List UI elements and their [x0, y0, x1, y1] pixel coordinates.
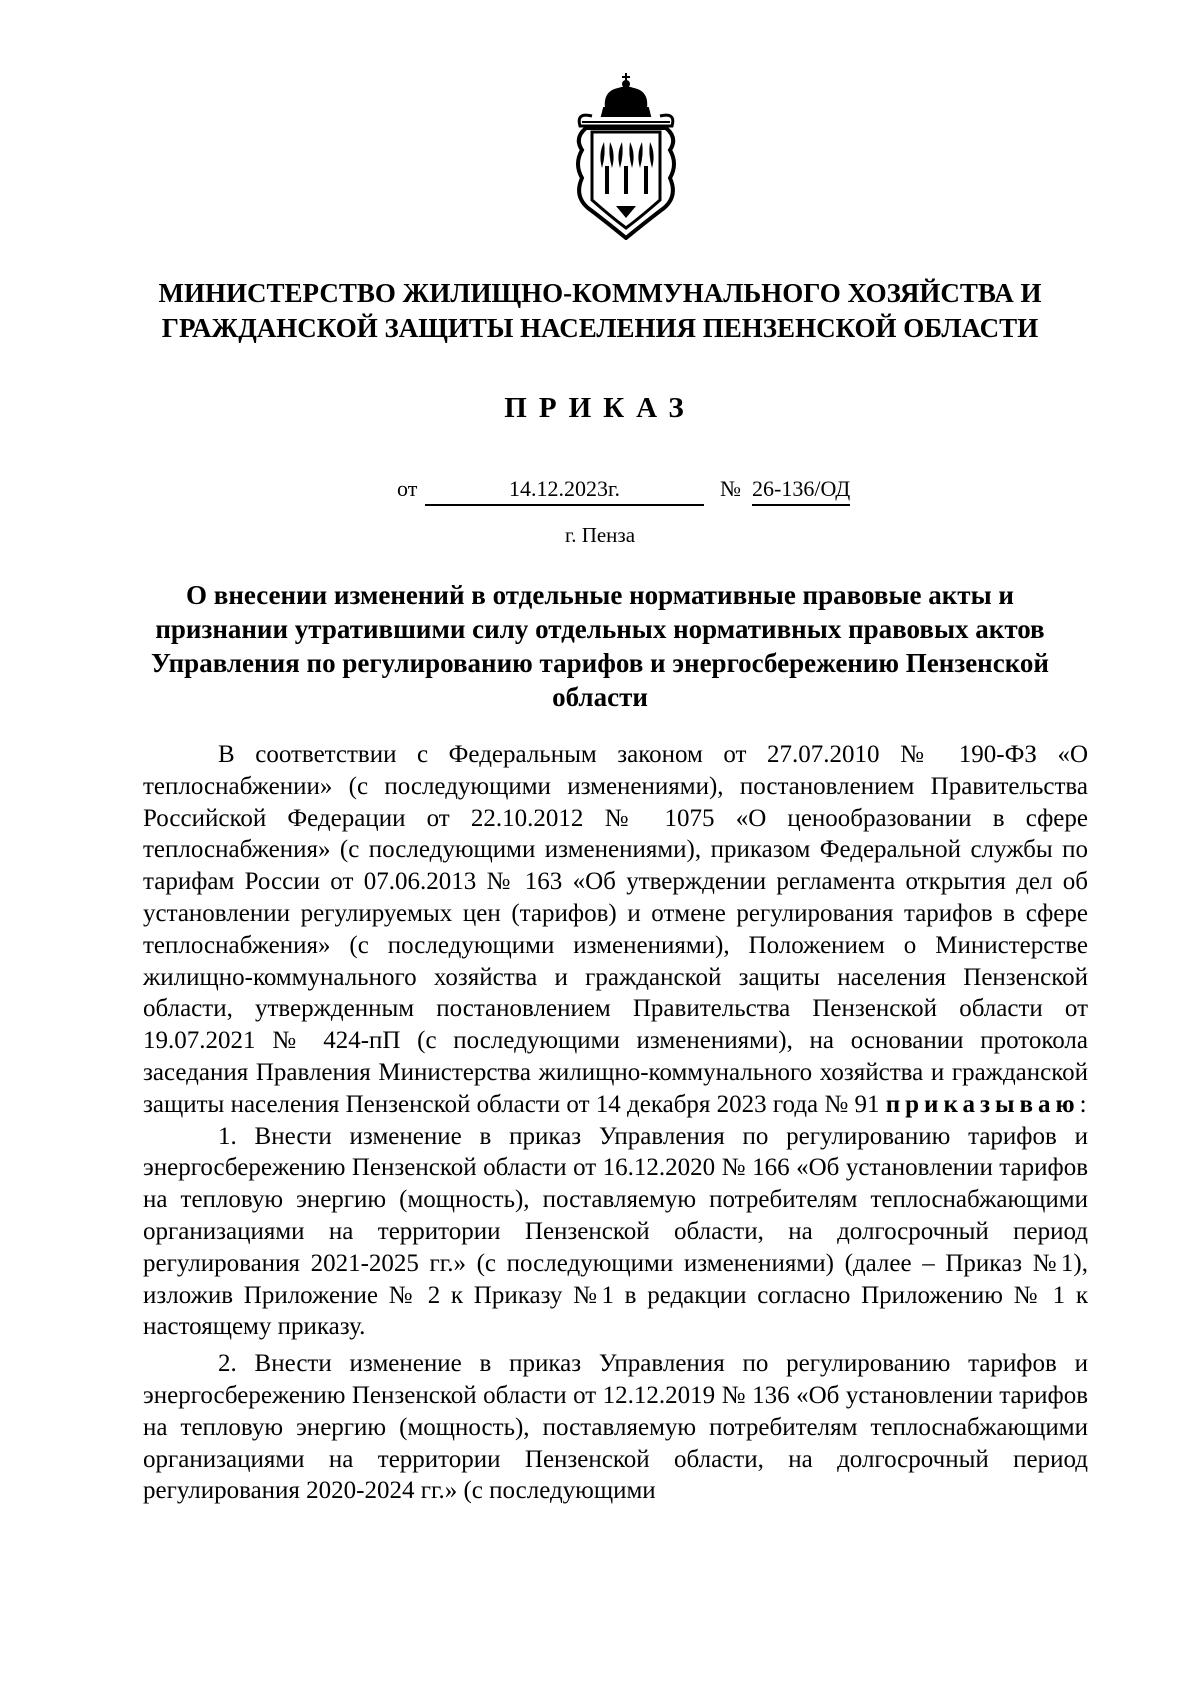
intro-paragraph — [143, 739, 1088, 1121]
subject-line-4: области — [552, 682, 648, 712]
intro-text: В соответствии с Федеральным законом от 27.07.2010 № 190-ФЗ «О теплоснабжении» (с последующими изменениями), постановлением Правительства Российской Федерации от 22.10.2012 № 1075 «О ценообразовании в сфере теплоснабжения» (с последующими изменениями), приказом Федеральной службы по тарифам России от 07.06.2013 № 163 «Об утверждении регламента открытия дел об установлении регулируемых цен (тарифов) и отмене регулирования тарифов в сфере теплоснабжения» (с последующими изменениями), Положением о Министерстве жилищно-коммунального хозяйства и гражданской защиты населения Пензенской области, утвержденным постановлением Правительства Пензенской области от 19.07.2021 № 424-пП (с последующими изменениями), на основании протокола заседания Правления Министерства жилищно-коммунального хозяйства и гражданской защиты населения Пензенской области от 14 декабря 2023 года № 91 — [143, 741, 1088, 1118]
order-word: приказываю — [885, 1090, 1080, 1118]
date-prefix: от — [397, 476, 418, 501]
ministry-name-line-2: ГРАЖДАНСКОЙ ЗАЩИТЫ НАСЕЛЕНИЯ ПЕНЗЕНСКОЙ ОБЛАСТИ — [161, 313, 1039, 343]
subject-line-2: признании утратившими силу отдельных нормативных правовых актов — [155, 614, 1045, 644]
document-body — [143, 739, 1088, 1507]
document-number: 26-136/ОД — [752, 476, 850, 506]
ministry-name — [120, 276, 1080, 346]
item-1-paragraph: 1. Внести изменение в приказ Управления по регулированию тарифов и энергосбережению Пензенской области от 16.12.2020 № 166 «Об установлении тарифов на тепловую энергию (мощность), поставляемую потребителям теплоснабжающими организациями на территории Пензенской области, на долгосрочный период регулирования 2021-2025 гг.» (с последующими изменениями) (далее – Приказ №1), изложив Приложение № 2 к Приказу №1 в редакции согласно Приложению № 1 к настоящему приказу. — [143, 1122, 1088, 1341]
ministry-name-line-1: МИНИСТЕРСТВО ЖИЛИЩНО-КОММУНАЛЬНОГО ХОЗЯЙСТВА И — [158, 278, 1042, 308]
number-sign: № — [720, 476, 741, 501]
coat-of-arms-emblem — [570, 72, 682, 240]
city-name: г. Пенза — [564, 523, 636, 547]
subject-line-3: Управления по регулированию тарифов и энергосбережению Пензенской — [151, 648, 1049, 678]
document-date: 14.12.2023г. — [425, 476, 704, 506]
document-type-title: ПРИКАЗ — [504, 392, 696, 424]
document-subject — [150, 578, 1050, 714]
date-number-line — [0, 476, 1200, 510]
item-2-paragraph: 2. Внести изменение в приказ Управления по регулированию тарифов и энергосбережению Пензенской области от 12.12.2019 № 136 «Об установлении тарифов на тепловую энергию (мощность), поставляемую потребителям теплоснабжающими организациями на территории Пензенской области, на долгосрочный период регулирования 2020-2024 гг.» (с последующими — [143, 1350, 1088, 1505]
order-colon: : — [1079, 1090, 1087, 1118]
subject-line-1: О внесении изменений в отдельные нормативные правовые акты и — [186, 580, 1014, 610]
